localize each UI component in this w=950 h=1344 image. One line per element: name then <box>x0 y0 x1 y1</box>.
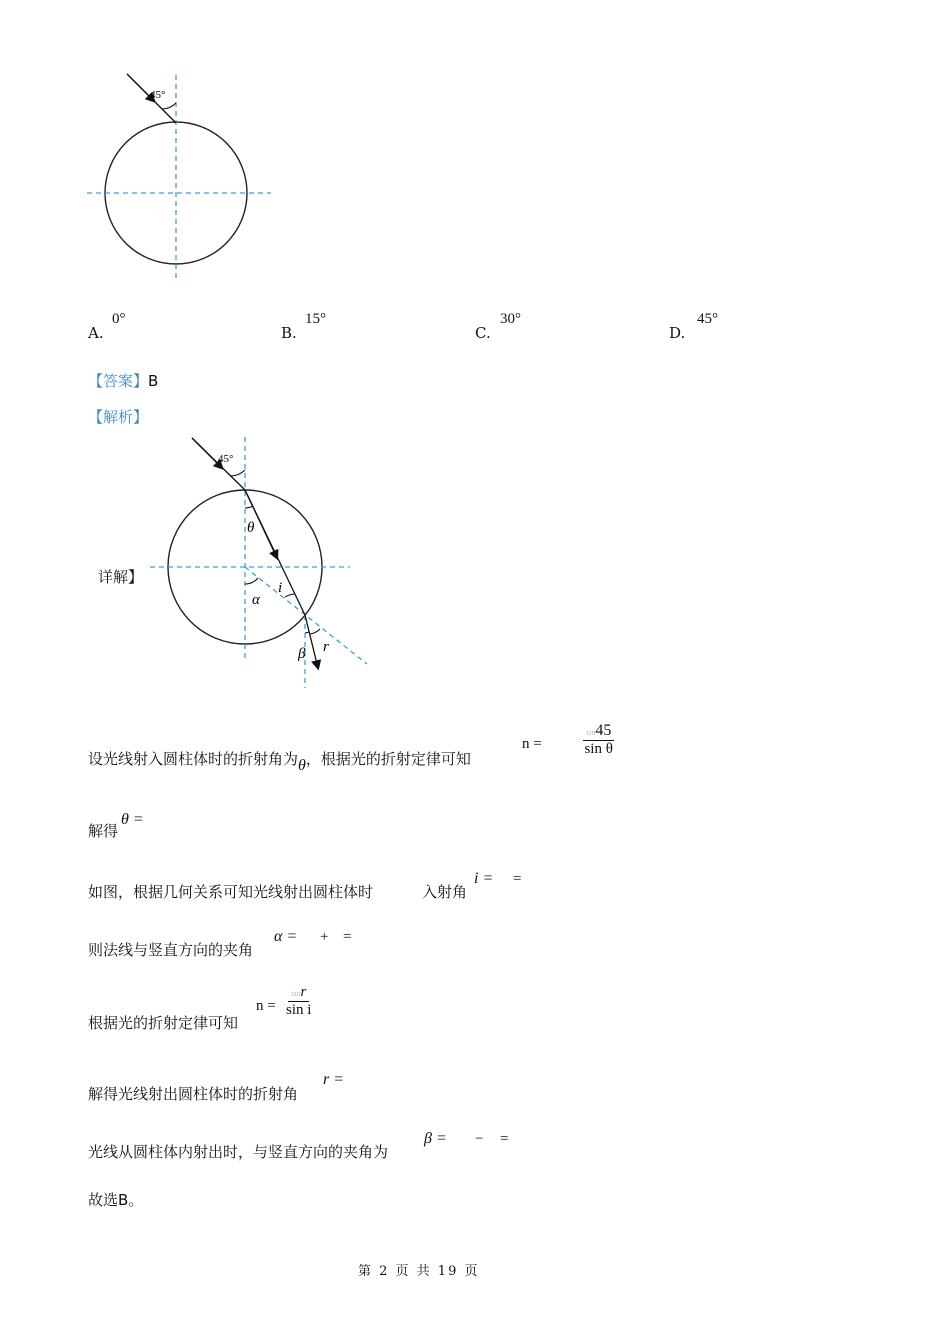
step-5-den: sin i <box>286 1002 312 1018</box>
step-5-formula-lhs: n = <box>256 998 276 1014</box>
side-note: 详解】 <box>98 568 144 586</box>
step-1-den: sin θ <box>584 741 613 757</box>
angle-arc-i <box>285 594 295 597</box>
label-theta: θ <box>247 520 255 536</box>
label-beta: β <box>298 646 306 662</box>
option-a-value: 0° <box>112 311 126 327</box>
label-45: 45° <box>218 453 234 465</box>
option-b-letter: B. <box>281 324 297 342</box>
step-1-formula-lhs: n = <box>522 736 542 752</box>
angle-arc-45 <box>230 470 245 476</box>
angle-arc-theta <box>245 506 253 508</box>
step-3-formula: i = <box>474 870 494 887</box>
answer-value: B <box>148 372 159 390</box>
step-7-formula: β = <box>424 1130 447 1147</box>
normal-dashed-line <box>245 567 367 664</box>
angle-label-45: 45° <box>150 89 166 101</box>
figure-2-diagram <box>140 432 380 694</box>
option-c-letter: C. <box>475 324 491 342</box>
step-6-text: 解得光线射出圆柱体时的折射角 <box>88 1085 299 1103</box>
step-5-text: 根据光的折射定律可知 <box>88 1014 239 1032</box>
step-4-formula-2: + <box>320 929 329 945</box>
label-alpha: α <box>252 592 260 608</box>
figure-1-diagram <box>80 70 280 285</box>
step-2-text: 解得 <box>88 822 119 840</box>
step-1-fraction <box>583 722 614 758</box>
option-d-value: 45° <box>697 311 718 327</box>
analysis-label: 【解析】 <box>88 408 149 426</box>
answer-label: 【答案】 <box>88 372 149 390</box>
option-b-value: 15° <box>305 311 326 327</box>
step-4-formula-3: = <box>343 929 352 945</box>
label-r: r <box>323 639 329 655</box>
label-i: i <box>278 580 283 596</box>
option-d-letter: D. <box>669 324 686 342</box>
step-8-text: 故选B。 <box>88 1191 144 1209</box>
step-7-text: 光线从圆柱体内射出时，与竖直方向的夹角为 <box>88 1143 389 1161</box>
step-6-formula: r = <box>323 1071 345 1088</box>
step-5-fraction <box>286 984 311 1019</box>
step-7-formula-3: = <box>500 1131 509 1147</box>
step-5-num: r <box>300 984 307 1000</box>
option-a-letter: A. <box>88 324 104 342</box>
option-c-value: 30° <box>500 311 521 327</box>
step-1-num: 45 <box>595 722 612 739</box>
page-footer: 第 2 页 共 19 页 <box>358 1264 480 1279</box>
step-4-formula: α = <box>274 928 298 945</box>
angle-arc-r <box>310 629 320 634</box>
step-4-text: 则法线与竖直方向的夹角 <box>88 941 254 959</box>
step-3-text2: 入射角 <box>422 883 468 901</box>
step-5-sin-faint: sin <box>291 989 301 998</box>
step-2-formula: θ = <box>121 811 144 828</box>
angle-arc-alpha <box>245 578 258 584</box>
step-1-sin-faint: sin <box>586 728 596 737</box>
angle-arc-beta <box>305 632 309 633</box>
step-1-text: 设光线射入圆柱体时的折射角为θ，根据光的折射定律可知 <box>88 750 471 774</box>
step-7-formula-2: − <box>475 1131 484 1147</box>
step-1-var: θ <box>298 757 306 774</box>
angle-arc <box>162 103 176 109</box>
answer-row <box>88 370 158 391</box>
step-3-text: 如图，根据几何关系可知光线射出圆柱体时 <box>88 883 374 901</box>
step-3-formula-2: = <box>513 871 522 887</box>
